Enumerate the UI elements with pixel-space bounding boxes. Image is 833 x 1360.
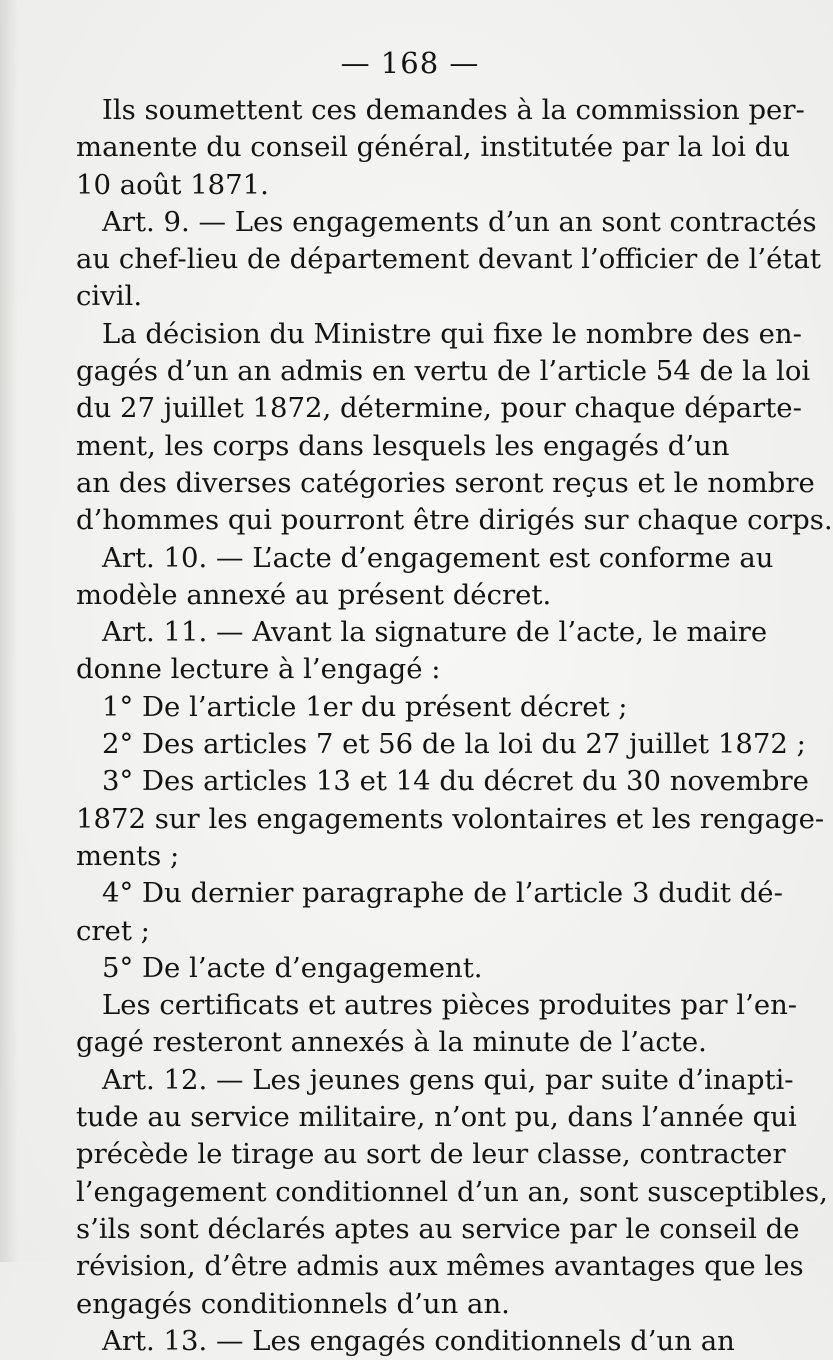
text-line bbox=[76, 129, 790, 166]
text-line-content: Ils soumettent ces demandes à la commission per- bbox=[102, 94, 805, 126]
text-line bbox=[76, 950, 728, 987]
text-line-content: 2° Des articles 7 et 56 de la loi du 27 juillet 1872 ; bbox=[102, 728, 806, 761]
text-line bbox=[76, 614, 768, 651]
text-line bbox=[76, 502, 833, 539]
text-line bbox=[76, 1211, 800, 1248]
text-line-content: manente du conseil général, institutée par la loi du bbox=[76, 131, 790, 164]
text-line bbox=[76, 801, 825, 838]
text-line-content: Art. 12. — Les jeunes gens qui, par suite d’inapti- bbox=[102, 1063, 794, 1096]
text-line-content: précède le tirage au sort de leur classe, contracter bbox=[76, 1138, 786, 1171]
text-line-content: d’hommes qui pourront être dirigés sur chaque corps. bbox=[76, 504, 833, 537]
text-line-content: 10 août 1871. bbox=[76, 168, 269, 201]
text-line-content: l’engagement conditionnel d’un an, sont susceptibles, bbox=[76, 1175, 828, 1208]
text-line bbox=[76, 540, 774, 577]
text-line-content: an des diverses catégories seront reçus et le nombre bbox=[76, 466, 815, 499]
text-line-content: ment, les corps dans lesquels les engagés d’un bbox=[76, 429, 730, 462]
text-line-content: engagés conditionnels d’un an. bbox=[76, 1287, 510, 1320]
text-line-content: s’ils sont déclarés aptes au service par le conseil de bbox=[76, 1212, 800, 1245]
text-line-content: Art. 13. — Les engagés conditionnels d’un an bbox=[102, 1324, 735, 1357]
text-line-content: Art. 10. — L’acte d’engagement est conforme au bbox=[102, 541, 774, 574]
text-line bbox=[76, 465, 815, 502]
page-number: — 168 — bbox=[340, 46, 480, 80]
text-line-content: La décision du Ministre qui fixe le nombre des en- bbox=[102, 317, 802, 350]
text-line bbox=[76, 278, 728, 315]
text-line-content: 1° De l’article 1er du présent décret ; bbox=[102, 690, 628, 723]
text-line bbox=[76, 651, 728, 688]
text-line bbox=[76, 838, 728, 875]
text-line bbox=[76, 1099, 797, 1136]
text-line-content: tude au service militaire, n’ont pu, dans l’année qui bbox=[76, 1101, 797, 1134]
text-line-content: au chef-lieu de département devant l’officier de l’état bbox=[76, 243, 821, 276]
text-line-content: 4° Du dernier paragraphe de l’article 3 dudit dé- bbox=[102, 877, 783, 910]
text-line bbox=[76, 1174, 828, 1211]
text-line bbox=[76, 1136, 786, 1173]
text-line-content: civil. bbox=[76, 280, 143, 313]
text-line bbox=[76, 689, 728, 726]
text-line-content: modèle annexé au présent décret. bbox=[76, 578, 552, 611]
page-fold-shadow bbox=[0, 0, 18, 1262]
text-line bbox=[76, 167, 728, 204]
text-line bbox=[76, 987, 798, 1024]
text-line-content: cret ; bbox=[76, 914, 150, 947]
text-line bbox=[76, 913, 728, 950]
text-line-content: révision, d’être admis aux mêmes avantages que les bbox=[76, 1250, 804, 1283]
text-line bbox=[76, 1062, 794, 1099]
text-line bbox=[76, 763, 809, 800]
text-line-content: ments ; bbox=[76, 839, 180, 872]
text-line bbox=[76, 204, 817, 241]
text-line-content: du 27 juillet 1872, détermine, pour chaque départe- bbox=[76, 392, 802, 425]
text-line-content: donne lecture à l’engagé : bbox=[76, 653, 441, 686]
text-line bbox=[76, 316, 802, 353]
text-line bbox=[76, 353, 811, 390]
text-line bbox=[76, 390, 802, 427]
text-line-content: Les certificats et autres pièces produites par l’en- bbox=[102, 989, 798, 1022]
text-line bbox=[76, 577, 728, 614]
body-text bbox=[76, 92, 833, 1360]
text-line-content: Art. 11. — Avant la signature de l’acte, le maire bbox=[102, 616, 768, 649]
text-line-content: gagé resteront annexés à la minute de l’acte. bbox=[76, 1026, 707, 1059]
text-line bbox=[76, 875, 783, 912]
text-line-content: 5° De l’acte d’engagement. bbox=[102, 951, 483, 984]
text-line-content: Art. 9. — Les engagements d’un an sont contractés bbox=[102, 205, 817, 238]
text-line-content: 3° Des articles 13 et 14 du décret du 30 novembre bbox=[102, 765, 809, 798]
text-line bbox=[76, 428, 728, 465]
text-line bbox=[76, 241, 821, 278]
document-page bbox=[76, 42, 833, 1357]
text-line bbox=[76, 1323, 735, 1360]
text-line-content: gagés d’un an admis en vertu de l’article 54 de la loi bbox=[76, 355, 811, 388]
text-line bbox=[76, 92, 805, 129]
text-line bbox=[76, 726, 806, 763]
text-line bbox=[76, 1024, 728, 1061]
text-line-content: 1872 sur les engagements volontaires et les rengage- bbox=[76, 802, 825, 835]
text-line bbox=[76, 1286, 728, 1323]
text-line bbox=[76, 1248, 804, 1285]
